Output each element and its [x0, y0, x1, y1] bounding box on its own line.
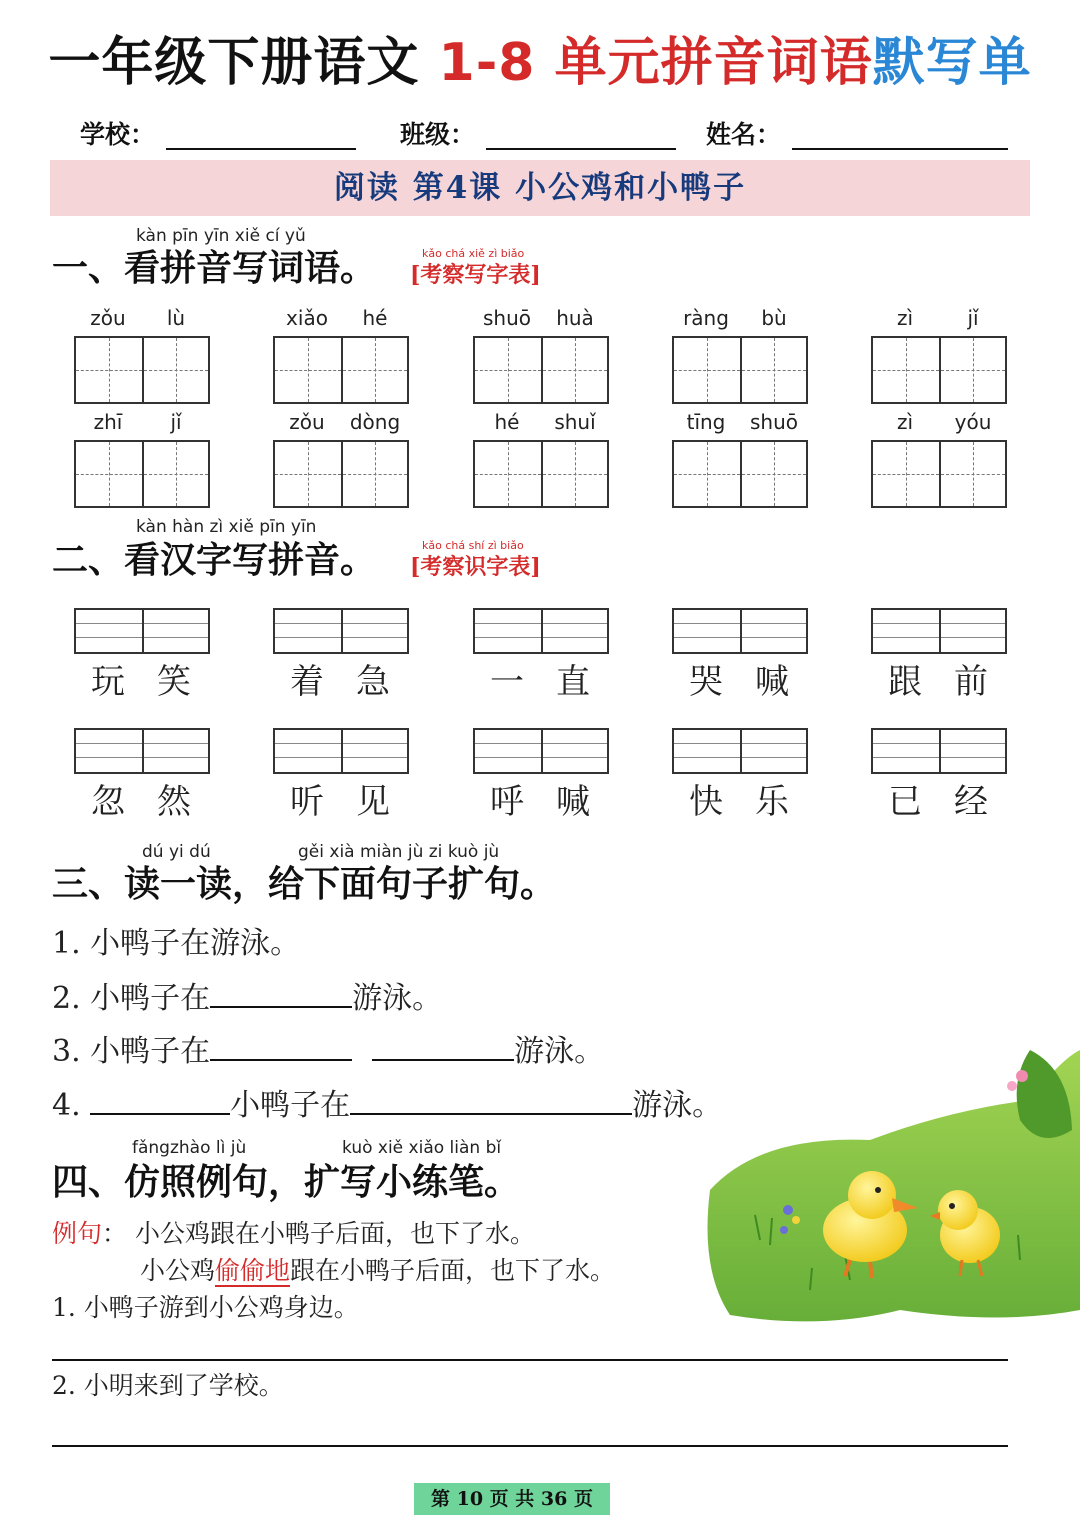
question-1: 1. 小鸭子游到小公鸡身边。 [52, 1293, 359, 1322]
page-number: 第 10 页 共 36 页 [414, 1483, 610, 1515]
highlighted-word: 偷偷地 [215, 1256, 291, 1285]
hanzi-label: 直 [556, 662, 590, 702]
pinyin-label: jǐ [967, 306, 979, 330]
hanzi-label: 忽 [91, 782, 125, 822]
pinyin-cell[interactable] [341, 610, 407, 652]
pinyin-label: ràng [683, 306, 729, 330]
section2-tag-pinyin: kǎo chá shí zì biǎo [422, 539, 524, 552]
pinyin-label: xiǎo [286, 306, 328, 330]
pinyin-cell[interactable] [541, 610, 607, 652]
pinyin-writing-box[interactable] [273, 608, 409, 654]
hanzi-label: 喊 [755, 662, 789, 702]
grid-cell[interactable] [674, 442, 740, 506]
pinyin-label: dòng [349, 410, 401, 434]
name-field[interactable] [792, 148, 1008, 150]
hanzi-label: 快 [689, 782, 723, 822]
sentence-4: 4. 小鸭子在 游泳。 [52, 1085, 722, 1125]
section2-tag: [考察识字表] [410, 554, 541, 580]
pinyin-cell[interactable] [939, 730, 1005, 772]
pinyin-writing-box[interactable] [672, 608, 808, 654]
pinyin-cell[interactable] [541, 730, 607, 772]
pinyin-label: zhī [93, 410, 123, 434]
writing-grid[interactable] [672, 440, 808, 508]
pinyin-label: huà [556, 306, 594, 330]
hanzi-label: 哭 [689, 662, 723, 702]
writing-grid[interactable] [871, 336, 1007, 404]
pinyin-label: zǒu [289, 410, 325, 434]
hanzi-label: 乐 [755, 782, 789, 822]
sentence-3-blank-2[interactable] [372, 1031, 514, 1061]
flower-shape [783, 1205, 793, 1215]
grid-cell[interactable] [541, 442, 607, 506]
hanzi-label: 见 [356, 782, 390, 822]
pinyin-cell[interactable] [142, 730, 208, 772]
writing-grid[interactable] [473, 336, 609, 404]
writing-grid[interactable] [273, 440, 409, 508]
grid-cell[interactable] [541, 338, 607, 402]
grid-cell[interactable] [275, 442, 341, 506]
pinyin-cell[interactable] [142, 610, 208, 652]
class-field[interactable] [486, 148, 676, 150]
question-2: 2. 小明来到了学校。 [52, 1371, 284, 1400]
sentence-4-blank-1[interactable] [90, 1085, 230, 1115]
section3-heading: 三、读一读，给下面句子扩句。 [52, 863, 557, 905]
pinyin-label: hé [494, 410, 520, 434]
pinyin-cell[interactable] [76, 610, 142, 652]
pinyin-writing-box[interactable] [672, 728, 808, 774]
pinyin-cell[interactable] [740, 730, 806, 772]
pinyin-cell[interactable] [674, 730, 740, 772]
name-label: 姓名： [706, 120, 782, 149]
pinyin-cell[interactable] [475, 730, 541, 772]
writing-grid[interactable] [473, 440, 609, 508]
writing-grid[interactable] [74, 440, 210, 508]
grid-cell[interactable] [275, 338, 341, 402]
grid-cell[interactable] [475, 338, 541, 402]
sentence-4-blank-2[interactable] [350, 1085, 632, 1115]
hanzi-label: 着 [290, 662, 324, 702]
page-title: 一年级下册语文 1-8 单元拼音词语默写单 [48, 33, 1032, 93]
grid-cell[interactable] [873, 442, 939, 506]
pinyin-cell[interactable] [939, 610, 1005, 652]
answer-line-2[interactable] [52, 1445, 1008, 1447]
grid-cell[interactable] [939, 442, 1005, 506]
pinyin-cell[interactable] [475, 610, 541, 652]
example-sentence-1: 例句： 小公鸡跟在小鸭子后面，也下了水。 [52, 1219, 536, 1248]
school-label: 学校： [80, 120, 156, 149]
pinyin-label: zì [896, 306, 914, 330]
grid-cell[interactable] [740, 338, 806, 402]
pinyin-cell[interactable] [674, 610, 740, 652]
pinyin-label: shuǐ [554, 410, 596, 434]
pinyin-writing-box[interactable] [871, 728, 1007, 774]
pinyin-cell[interactable] [873, 730, 939, 772]
section4-heading: 四、仿照例句，扩写小练笔。 [52, 1161, 521, 1203]
hanzi-label: 经 [954, 782, 988, 822]
hanzi-label: 前 [954, 662, 988, 702]
pinyin-label: shuō [482, 306, 531, 330]
grid-cell[interactable] [674, 338, 740, 402]
section2-pinyin: kàn hàn zì xiě pīn yīn [136, 517, 317, 537]
pinyin-cell[interactable] [275, 730, 341, 772]
pinyin-writing-box[interactable] [871, 608, 1007, 654]
class-label: 班级： [400, 120, 476, 149]
pinyin-writing-box[interactable] [473, 728, 609, 774]
grid-cell[interactable] [341, 338, 407, 402]
grid-cell[interactable] [475, 442, 541, 506]
pinyin-cell[interactable] [740, 610, 806, 652]
hanzi-label: 呼 [490, 782, 524, 822]
section3-pinyin-b: gěi xià miàn jù zi kuò jù [298, 842, 500, 862]
section3-pinyin-a: dú yi dú [142, 842, 211, 862]
hanzi-label: 跟 [888, 662, 922, 702]
writing-grid[interactable] [74, 336, 210, 404]
section1-tag: [考察写字表] [410, 262, 541, 288]
writing-grid[interactable] [273, 336, 409, 404]
grid-cell[interactable] [142, 338, 208, 402]
sentence-2-blank[interactable] [210, 978, 352, 1008]
section2-heading: 二、看汉字写拼音。 [52, 539, 377, 581]
section4-pinyin-b: kuò xiě xiǎo liàn bǐ [342, 1138, 502, 1158]
hanzi-label: 笑 [157, 662, 191, 702]
pinyin-label: yóu [954, 410, 992, 434]
hanzi-label: 然 [157, 782, 191, 822]
flower-shape [792, 1216, 800, 1224]
answer-line-1[interactable] [52, 1359, 1008, 1361]
pinyin-cell[interactable] [275, 610, 341, 652]
pinyin-label: tīng [686, 410, 726, 434]
hanzi-label: 已 [888, 782, 922, 822]
grid-cell[interactable] [76, 338, 142, 402]
pinyin-cell[interactable] [873, 610, 939, 652]
writing-grid[interactable] [672, 336, 808, 404]
ducklings-illustration [700, 1040, 1080, 1340]
pinyin-label: hé [362, 306, 388, 330]
pinyin-writing-box[interactable] [74, 608, 210, 654]
grid-cell[interactable] [142, 442, 208, 506]
sentence-3-blank-1[interactable] [210, 1031, 352, 1061]
pinyin-cell[interactable] [76, 730, 142, 772]
sentence-2: 2. 小鸭子在 游泳。 [52, 978, 442, 1018]
flower-shape [1007, 1081, 1017, 1091]
section4-pinyin-a: fǎngzhào lì jù [132, 1138, 247, 1158]
grid-cell[interactable] [939, 338, 1005, 402]
sentence-3: 3. 小鸭子在 游泳。 [52, 1031, 604, 1071]
school-field[interactable] [166, 148, 356, 150]
pinyin-writing-box[interactable] [74, 728, 210, 774]
flower-shape [1016, 1070, 1028, 1082]
grid-cell[interactable] [740, 442, 806, 506]
pinyin-label: zì [896, 410, 914, 434]
hanzi-label: 玩 [91, 662, 125, 702]
pinyin-label: jǐ [170, 410, 182, 434]
section1-pinyin: kàn pīn yīn xiě cí yǔ [136, 226, 306, 246]
pinyin-label: zǒu [90, 306, 126, 330]
hanzi-label: 听 [290, 782, 324, 822]
grid-cell[interactable] [76, 442, 142, 506]
pinyin-writing-box[interactable] [473, 608, 609, 654]
writing-grid[interactable] [871, 440, 1007, 508]
pinyin-label: bù [761, 306, 787, 330]
hanzi-label: 喊 [556, 782, 590, 822]
lesson-title: 阅读 第4课 小公鸡和小鸭子 [333, 170, 747, 206]
section1-heading: 一、看拼音写词语。 [52, 247, 377, 289]
sentence-1: 1. 小鸭子在游泳。 [52, 926, 301, 961]
grid-cell[interactable] [873, 338, 939, 402]
hanzi-label: 一 [490, 662, 524, 702]
hanzi-label: 急 [356, 662, 390, 702]
flower-shape [780, 1226, 788, 1234]
pinyin-label: shuō [749, 410, 798, 434]
pinyin-cell[interactable] [341, 730, 407, 772]
pinyin-writing-box[interactable] [273, 728, 409, 774]
pinyin-label: lù [166, 306, 186, 330]
example-sentence-2: 小公鸡偷偷地跟在小鸭子后面，也下了水。 [140, 1256, 616, 1285]
grid-cell[interactable] [341, 442, 407, 506]
section1-tag-pinyin: kǎo chá xiě zì biǎo [422, 247, 525, 260]
